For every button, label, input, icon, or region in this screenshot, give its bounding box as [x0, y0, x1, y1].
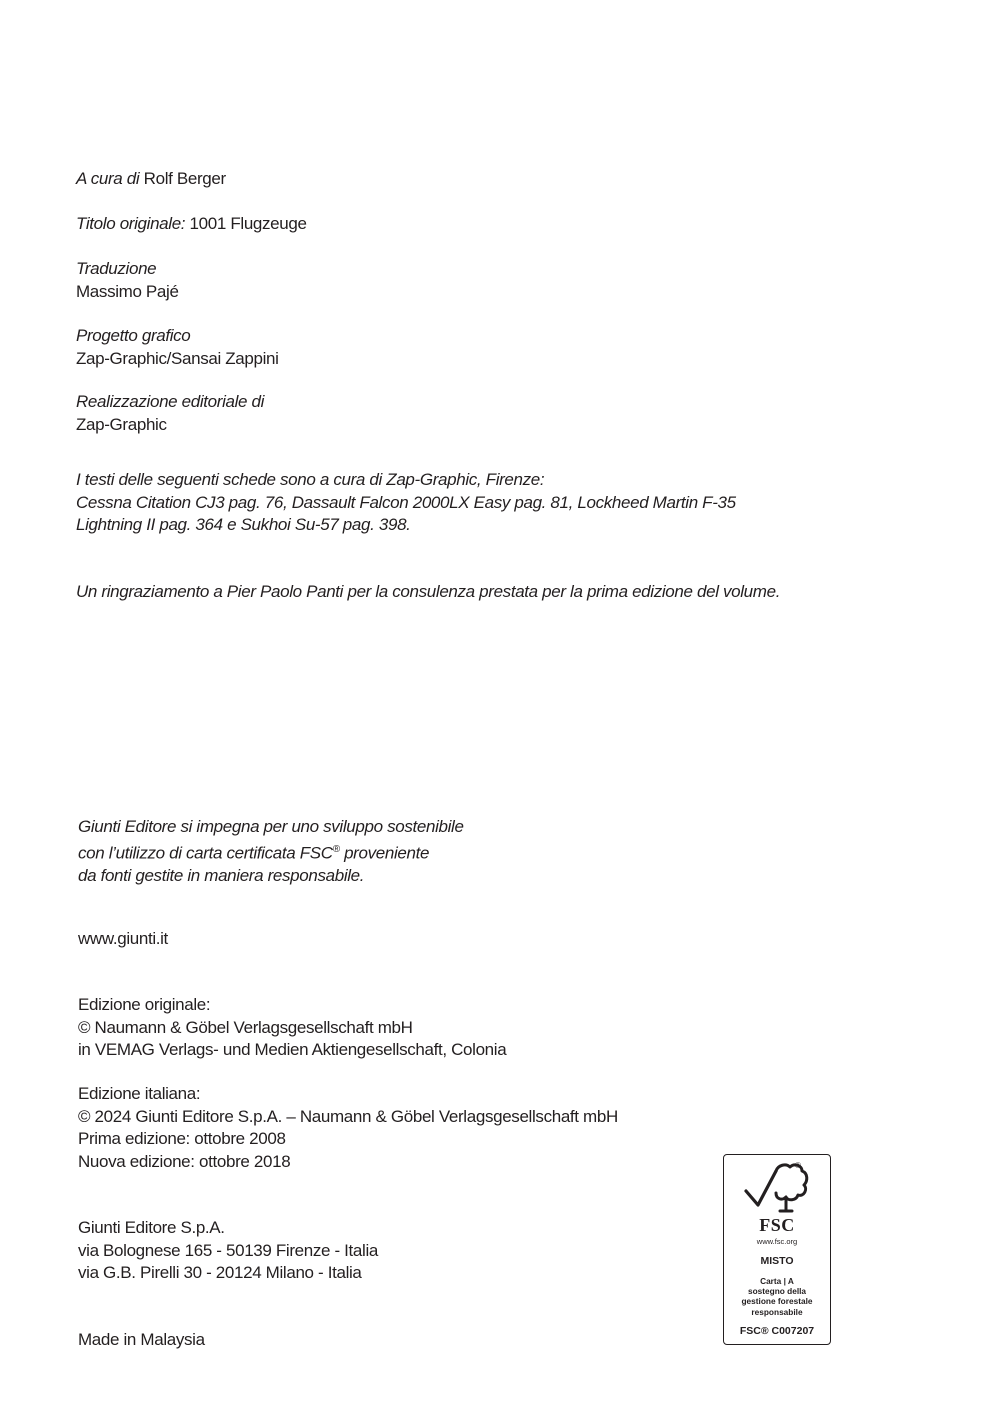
original-title-credit	[76, 213, 307, 236]
texts-note	[76, 469, 736, 537]
texts-note-line: Lightning II pag. 364 e Sukhoi Su-57 pag. 398.	[76, 515, 411, 534]
original-title-value: 1001 Flugzeuge	[185, 214, 307, 233]
original-edition-line: © Naumann & Göbel Verlagsgesellschaft mbH	[78, 1017, 413, 1037]
sustainability-statement	[78, 816, 464, 887]
original-edition-line: in VEMAG Verlags- und Medien Aktiengesellschaft, Colonia	[78, 1040, 507, 1059]
texts-note-line: I testi delle seguenti schede sono a cura di Zap-Graphic, Firenze:	[76, 470, 545, 489]
italian-edition-line: Prima edizione: ottobre 2008	[78, 1129, 286, 1148]
original-edition	[78, 994, 506, 1062]
original-edition-line: Edizione originale:	[78, 995, 211, 1014]
made-in: Made in Malaysia	[78, 1330, 205, 1349]
italian-edition-line: Nuova edizione: ottobre 2018	[78, 1151, 291, 1171]
design-label: Progetto grafico	[76, 326, 191, 345]
sustainability-text: con l’utilizzo di carta certificata FSC	[78, 843, 333, 863]
fsc-label: MISTO	[760, 1255, 794, 1267]
production-name: Zap-Graphic	[76, 414, 167, 434]
sustainability-line: Giunti Editore si impegna per uno sviluppo sostenibile	[78, 817, 464, 836]
fsc-claim-line: responsabile	[751, 1306, 803, 1317]
fsc-logo	[723, 1154, 831, 1345]
fsc-checkmark-tree-icon	[742, 1161, 812, 1215]
translation-credit	[76, 258, 179, 303]
fsc-license-code: FSC® C007207	[739, 1325, 815, 1337]
fsc-claim-line: sostegno della	[747, 1286, 807, 1297]
acknowledgement: Un ringraziamento a Pier Paolo Panti per la consulenza prestata per la prima edizione del volume.	[76, 582, 781, 601]
texts-note-line: Cessna Citation CJ3 pag. 76, Dassault Falcon 2000LX Easy pag. 81, Lockheed Martin F-35	[76, 492, 736, 512]
fsc-brand: FSC	[759, 1215, 795, 1235]
design-credit	[76, 325, 279, 370]
publisher-line: Giunti Editore S.p.A.	[78, 1218, 225, 1237]
fsc-url: www.fsc.org	[756, 1237, 798, 1246]
registered-mark: ®	[332, 843, 340, 855]
sustainability-text: proveniente	[339, 843, 430, 863]
translation-label: Traduzione	[76, 259, 157, 278]
fsc-claim-line: Carta | A	[760, 1276, 794, 1286]
production-label: Realizzazione editoriale di	[76, 392, 265, 411]
sustainability-line	[78, 839, 464, 865]
fsc-claim-line: gestione forestale	[741, 1296, 813, 1307]
publisher-line: via G.B. Pirelli 30 - 20124 Milano - Italia	[78, 1263, 362, 1282]
website-link[interactable]: www.giunti.it	[78, 929, 168, 948]
original-title-label: Titolo originale:	[76, 214, 186, 233]
production-credit	[76, 391, 264, 436]
editor-label: A cura di	[76, 169, 140, 188]
editor-name: Rolf Berger	[139, 169, 226, 188]
sustainability-line: da fonti gestite in maniera responsabile.	[78, 865, 365, 885]
designer-name: Zap-Graphic/Sansai Zappini	[76, 348, 279, 368]
italian-edition	[78, 1083, 618, 1173]
fsc-claim	[724, 1276, 830, 1317]
fsc-registered-mark: ®	[795, 1161, 801, 1170]
translator-name: Massimo Pajé	[76, 281, 179, 301]
italian-edition-line: Edizione italiana:	[78, 1084, 201, 1103]
publisher-line: via Bolognese 165 - 50139 Firenze - Italia	[78, 1240, 378, 1260]
italian-edition-line: © 2024 Giunti Editore S.p.A. – Naumann & Göbel Verlagsgesellschaft mbH	[78, 1106, 618, 1126]
editor-credit	[76, 168, 226, 191]
publisher-address	[78, 1217, 378, 1285]
